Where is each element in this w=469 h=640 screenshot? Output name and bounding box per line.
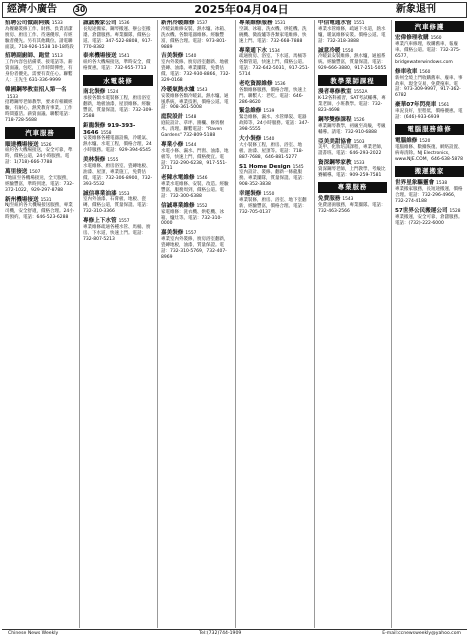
ad-id: 1503 xyxy=(353,139,365,145)
ad-title-line xyxy=(239,81,310,88)
ad-body: 工作內容包括備菜、接電話等。薪資面議，包吃，工作時間彈性，有身份者優先。需要有責任心。聯繫人：王先生 631-336-9999 xyxy=(5,60,73,83)
ad-body: 承接各類水電裝修工程，廚房浴室翻新，地板油漆，屋頂維修。經驗豐富，質量保證。電話：732-309-2588 xyxy=(83,96,153,119)
ad-body: 專業水管維修，疏通下水道，熱水爐，暖氣維修安裝。價格公道。電話：732-318-3888 xyxy=(318,26,386,44)
ad-body: 家電維修：洗衣機、烘乾機、冰箱、爐灶等。電話：732-310-0000 xyxy=(161,209,224,227)
ad-title: 南北裝修 xyxy=(83,89,106,96)
classified-ad xyxy=(161,87,231,112)
classified-ad xyxy=(239,81,310,106)
ad-title: 亞美美甜協會 xyxy=(318,138,352,145)
ad-body: 專業搬運，安全可靠，倉儲服務。電話：(732)-222-6000 xyxy=(395,214,463,226)
ad-body: 室內外油漆、石膏板、地板、瓷磚，價格公道，質量保證。電話：732-310-3366 xyxy=(83,197,151,215)
classified-ad xyxy=(161,230,231,260)
ad-title: 漫者專修教室 xyxy=(318,89,352,96)
classified-ad xyxy=(239,48,310,78)
column-2 xyxy=(79,20,156,628)
ad-id: 1550 xyxy=(263,192,275,198)
ad-title-line xyxy=(239,136,310,143)
ad-body: 冷暖氣安裝維修，熱水爐，通風系統。經驗豐富，質量保證。電話：929-666-3880，917-251-5055 xyxy=(318,54,387,72)
column-6 xyxy=(391,20,467,628)
section-heading: 教學業師課程 xyxy=(318,75,387,86)
ad-id: 1561 xyxy=(438,103,450,109)
ad-title: 緊急維修 xyxy=(239,108,262,115)
classified-ad xyxy=(395,138,464,163)
ad-body: 大小裝修工程，廚房、浴室、地板、油漆、屋頂等。電話：718-887-7688，646-881-5277 xyxy=(239,142,304,160)
ad-id: 1552A xyxy=(353,90,368,96)
ad-body: 疏通廚房、浴室、下水道、馬桶等各類管道，快速上門，價格公道。電話：732-642-5031，917-251-5714 xyxy=(239,54,310,78)
ad-title: 57世界公民搬運公司 xyxy=(395,207,448,214)
ad-title-line xyxy=(83,218,153,225)
ad-body: 安裝維修各種電器設備，冷暖氣、熱水爐、水電工程，價格合理，24小時服務。電話：929-394-6545 xyxy=(83,136,152,154)
ad-title: 新州機場接送 xyxy=(5,196,39,203)
column-1 xyxy=(2,20,78,628)
ad-title: 招聘副廚師、跑堂 xyxy=(5,53,50,60)
ad-id: 1557 xyxy=(118,219,130,225)
ad-title: 泰來機場接送 xyxy=(83,53,117,60)
ad-body: 專業裝修，廚房、浴室、地下室翻新，經驗豐富，價格合理。電話：732-705-0137 xyxy=(239,197,307,215)
ad-title: 誠誠搬家公司 xyxy=(83,20,117,26)
ad-body: 室內設計、裝修、翻新一條龍服務。專業團隊，質量保證。電話：908-352-3838 xyxy=(239,170,307,188)
ad-title: 誠信專業油漆 xyxy=(83,190,117,197)
classified-ad xyxy=(161,53,231,83)
ad-title: 資深鋼琴家教 xyxy=(318,160,352,167)
classified-ad xyxy=(161,175,231,200)
classified-ad xyxy=(161,114,231,139)
classified-ad xyxy=(5,169,75,194)
ad-body: 專業維修疏通各種水管、馬桶、廚房、下水道，快速上門。電話：732-807-5213 xyxy=(83,224,151,242)
ad-id: 1551 xyxy=(353,21,365,26)
ad-id: 1555 xyxy=(107,158,119,164)
ad-id: 1550 xyxy=(342,48,354,54)
classified-ad xyxy=(161,142,231,172)
classified-ad xyxy=(83,89,153,119)
ad-body: 水電維修、廚房浴室、瓷磚地板、油漆、屋頂，專業施工，免費估價。電話：732-306-8900，732-393-5532 xyxy=(83,163,153,187)
ad-title: 庭院設計 xyxy=(161,114,184,121)
ad-title-line xyxy=(83,20,153,27)
section-heading: 汽車服務 xyxy=(5,127,75,138)
classified-ad xyxy=(5,53,75,83)
ad-title: 專業通下水 xyxy=(239,47,267,54)
page-number-badge: 30 xyxy=(74,5,86,14)
ad-title: 美林裝修 xyxy=(83,157,106,164)
ad-id: 1524 xyxy=(107,90,119,96)
ad-body: 長短途搬家、鋼琴搬運、辦公室搬遷、倉儲服務。專業團隊，價格公道。電話：347-522-8808，917-770-8382 xyxy=(83,26,153,50)
classified-ad xyxy=(5,20,75,50)
ad-title: 大小裝修 xyxy=(239,136,262,142)
ad-title-line xyxy=(318,20,387,27)
ad-title: 嘉美裝修 xyxy=(161,230,184,237)
classified-ad xyxy=(318,196,387,215)
ad-id: 1531 xyxy=(274,21,286,26)
ad-body: 專業搬家服務，長短途搬運，價格合理。電話：732-296-4966，732-274-4188 xyxy=(395,187,463,204)
ad-body: K-12各科補習，SAT考試輔導，專業老師，小班教學。電話：732-823-4698 xyxy=(318,96,386,114)
classified-ad xyxy=(161,20,231,50)
classified-ad xyxy=(83,53,153,72)
ad-title: 吉美裝修 xyxy=(161,53,184,60)
classified-ad xyxy=(395,69,464,99)
ad-id: 1557 xyxy=(185,231,197,237)
ad-title: 順達機場接送 xyxy=(5,141,39,148)
ad-body: NJ至紐約各大機場接送服務，專業司機，安全舒適，價格合理。24小時預約。電話：646-523-6288 xyxy=(5,203,74,221)
ad-body: 電腦維修、數據恢復、網絡設置、病毒清除。NJ Electronics，www.NJE.COM，646-638-5878 xyxy=(395,145,463,162)
classified-ad xyxy=(83,123,153,154)
ad-body: 庭院設計、草坪、圍欄、修剪樹木、清理。聯繫電話："Raven Gardens" 732-809-5188 xyxy=(161,121,224,138)
ad-id: 1544 xyxy=(185,142,197,148)
ad-title: 專修上下水管 xyxy=(83,218,117,225)
column-4 xyxy=(235,20,313,628)
ad-title-line xyxy=(239,20,310,27)
header-right-title: 新象退刊 xyxy=(396,4,436,16)
classified-ad xyxy=(83,20,153,50)
ad-title: S1 Home Design xyxy=(239,163,291,170)
ad-body: 空調、冰箱、洗衣機、烘乾機、洗碗機、微波爐等各類家電維修，快速上門。電話：732-668-7888 xyxy=(239,26,307,44)
page-header xyxy=(2,2,467,18)
issue-date: 2025年04月04日 xyxy=(194,2,289,16)
ad-title-line xyxy=(5,87,75,100)
classified-ad xyxy=(395,102,464,121)
ad-id: 1545 xyxy=(292,164,304,170)
ad-title-line xyxy=(161,87,231,94)
classified-ad xyxy=(83,218,153,243)
classified-ad xyxy=(318,117,387,136)
ad-title-line xyxy=(5,169,75,176)
ad-id: 1546 xyxy=(196,176,208,182)
classified-ad xyxy=(161,203,231,228)
ad-id: 1558 xyxy=(100,130,112,136)
ad-body: 專業水電維修、安裝、改造。經驗豐富，服務周到，價格公道。電話：732-300-6388 xyxy=(161,182,229,199)
footer-email: E-mail:ccnewsweekly@yahoo.com xyxy=(382,631,461,637)
ad-id: 1553 xyxy=(118,191,130,197)
ad-body: 安裝維修各類冷暖氣、熱水爐、通風系統，專業技術，價格公道。電話：908-361-5008 xyxy=(161,93,229,111)
ad-id: 1531 xyxy=(40,197,52,203)
ad-body: 冷暖氣維修安裝、熱水爐、冰箱、洗衣機、各類電器維修。經驗豐富，價格合理。電話：973-801-9889 xyxy=(161,26,229,50)
section-heading: 電腦服務維修 xyxy=(395,124,464,135)
classified-ad xyxy=(239,164,310,189)
ad-body: T地區至各機場接送，全天服務，經驗豐富，準時到達。電話：732-372-1022，929-297-8788 xyxy=(5,175,74,193)
ad-id: 1533 xyxy=(353,161,365,167)
column-5 xyxy=(314,20,390,628)
ad-title: 鉅龍裝修 919-393-3646 xyxy=(83,122,136,136)
ad-body: 紐約各大機場接送，安全可靠，準時，價格公道，24小時服務。電話：1(718)-666-7788 xyxy=(5,148,73,166)
classified-ad xyxy=(5,197,75,222)
ad-id: 1543 xyxy=(342,197,354,203)
ad-title: 豪華07年閃亮車 xyxy=(395,102,437,109)
ad-title: 韓國鋼琴教室招人第一名 xyxy=(5,86,67,93)
classified-ad xyxy=(318,48,387,73)
ad-title-line xyxy=(83,123,153,136)
ad-title: 鋼琴雙修課程 xyxy=(318,117,352,123)
ad-title: 萬里接送 xyxy=(5,169,28,176)
ad-id: 1533 xyxy=(51,21,63,26)
classified-ad xyxy=(5,87,75,124)
ad-id: 1560 xyxy=(419,69,431,75)
ad-title-line xyxy=(5,20,75,27)
classified-ad xyxy=(83,157,153,187)
ad-body: 室內外裝修、廚房浴室翻新、地板瓷磚、油漆。專業團隊，免費估價。電話：732-930-8866，732-329-0168 xyxy=(161,60,231,83)
ad-title-line xyxy=(161,203,231,210)
ad-title: 老陳水電維修 xyxy=(161,175,195,182)
classified-ad xyxy=(395,35,464,65)
ad-id: 1552 xyxy=(196,203,208,209)
ad-id: 1539 xyxy=(263,109,275,115)
header-left-title: 經濟小廣告 xyxy=(7,4,57,16)
classified-ad xyxy=(239,191,310,216)
ad-title: 新州冷暖維修 xyxy=(161,20,195,26)
ad-title: 免費服務 xyxy=(318,196,341,203)
page-footer xyxy=(2,629,467,639)
section-heading: 搬運搬家 xyxy=(395,166,464,177)
ad-id: 1533 xyxy=(7,94,18,100)
ad-id: 1526 xyxy=(353,118,365,123)
ad-title-line xyxy=(395,208,464,215)
ad-id: 1507 xyxy=(29,170,41,176)
ad-id: 1536 xyxy=(274,81,286,87)
ad-body: 專業室內外裝修，廚房浴室翻新，瓷磚地板，油漆，質量保證。電話：732-310-5769，732-407-8969 xyxy=(161,237,229,260)
classified-ad xyxy=(318,160,387,179)
ad-title: 中信電通水管 xyxy=(318,20,352,26)
ad-body: 緊急維修，漏水、水管爆裂、電器故障等，24小時服務。電話：347-398-5555 xyxy=(239,115,309,133)
classified-ad xyxy=(239,108,310,133)
ad-title: 世界星象驅靈會 xyxy=(395,180,435,187)
ad-title-line xyxy=(318,117,387,124)
ad-title-line xyxy=(239,191,310,198)
ad-title: 信誠專業維修 xyxy=(161,202,195,209)
ad-id: 1560 xyxy=(430,36,442,42)
section-heading: 汽車修護 xyxy=(395,21,464,32)
ad-id: 1520 xyxy=(419,139,431,145)
ad-id: 1543 xyxy=(196,87,208,93)
ad-id: 1538 xyxy=(436,181,448,187)
ad-body: 專業汽車修理，收購舊車，報廢車。價格公道。電話：732-375-6577，bridgewaterwindows.com xyxy=(395,42,461,65)
ad-title: 冷暖氣熱水爐 xyxy=(161,86,195,93)
ad-title: 專業小修 xyxy=(161,141,184,148)
ad-id: 1540 xyxy=(185,54,197,60)
ad-id: 1528 xyxy=(449,208,461,214)
ad-title-line xyxy=(395,69,464,76)
classified-ad xyxy=(395,208,464,227)
ad-title-line xyxy=(318,160,387,167)
classified-ad xyxy=(318,139,387,158)
ad-id: 1513 xyxy=(51,54,63,60)
ad-title: 誠意冷暖 xyxy=(318,47,341,54)
ad-body: 水電小修、漏水、門窗、油漆、地板等，快速上門，價格便宜。電話：732-290-6238，917-551-3711 xyxy=(161,148,229,172)
ad-title-line xyxy=(318,196,387,203)
column-3 xyxy=(157,20,234,628)
footer-phone: Tel:(732)744-1909 xyxy=(199,631,242,637)
ad-title: 幸運裝修 xyxy=(239,191,262,198)
footer-publication: Chinese News Weekly xyxy=(8,631,59,637)
classified-ad xyxy=(395,180,464,205)
ad-id: 1537 xyxy=(196,21,208,26)
ad-title: 宏偉修理收購 xyxy=(395,35,429,42)
classified-ad xyxy=(83,191,153,216)
ad-id: 1536 xyxy=(118,21,130,26)
ad-title: 專業維修服務 xyxy=(239,20,273,26)
ad-id: 1541 xyxy=(118,54,130,60)
ad-id: 1534 xyxy=(268,48,280,54)
section-heading: 水電裝修 xyxy=(83,75,153,86)
ad-body: 車況良好，里程低，價格優惠。電話：(646)-933-6939 xyxy=(395,109,463,120)
ad-title: 電腦維修 xyxy=(395,138,418,145)
ad-body: 紐約各大機場接送，準時安全，價格實惠。電話：732-955-7713 xyxy=(83,60,151,72)
ad-title-line xyxy=(83,157,153,164)
classified-ad xyxy=(239,136,310,161)
ad-body: 美甲、化妝培訓課程，專業老師，證書班。電話：646-293-2022 xyxy=(318,145,386,157)
ad-title-line xyxy=(161,20,231,27)
classified-ad xyxy=(318,20,387,45)
ad-title-line xyxy=(161,142,231,149)
classified-ad xyxy=(5,142,75,167)
ad-id: 1540 xyxy=(263,137,275,142)
ad-body: 資深鋼琴老師，上門教學，考級比賽輔導。電話：909-259-7581 xyxy=(318,166,386,178)
classified-ad xyxy=(318,89,387,114)
ad-body: 招聘鋼琴老師教學，要求有相關經驗，有耐心，熱愛教育事業。工作時間靈活。薪資面議。聯繫電話：718-728-5688 xyxy=(5,100,73,124)
ad-body: 為餐廳裝修工作、財務、負責清潔廚房、廚房工作、待遇優厚，有經驗者優先。另有其他職位。請電聯面談。718-926-1538 10-18時段 xyxy=(5,26,74,50)
classified-ad xyxy=(239,20,310,45)
ad-id: 1548 xyxy=(185,115,197,121)
ad-body: 各類維修服務，價格合理，快速上門。聯繫人：老吃。電話：646-286-8620 xyxy=(239,87,307,105)
ad-title: 招聘公司做副阿姨 xyxy=(5,20,50,26)
ad-title: 修車收車 xyxy=(395,68,418,75)
ad-body: 新州全境上門收購舊車、廢車、事故車，現金交易，免費拖車。電話：973-309-9997，917-362-6782 xyxy=(395,75,463,99)
ad-id: 1526 xyxy=(40,142,52,148)
ad-title: 老吃資源維修 xyxy=(239,80,273,87)
ad-body: 專業鋼琴教學，初級至高級，考級輔導。請電：732-910-6888 xyxy=(318,123,386,135)
section-heading: 專業服務 xyxy=(318,182,387,193)
ad-body: 免費諮詢服務，專業團隊。電話：732-463-2566 xyxy=(318,202,386,214)
